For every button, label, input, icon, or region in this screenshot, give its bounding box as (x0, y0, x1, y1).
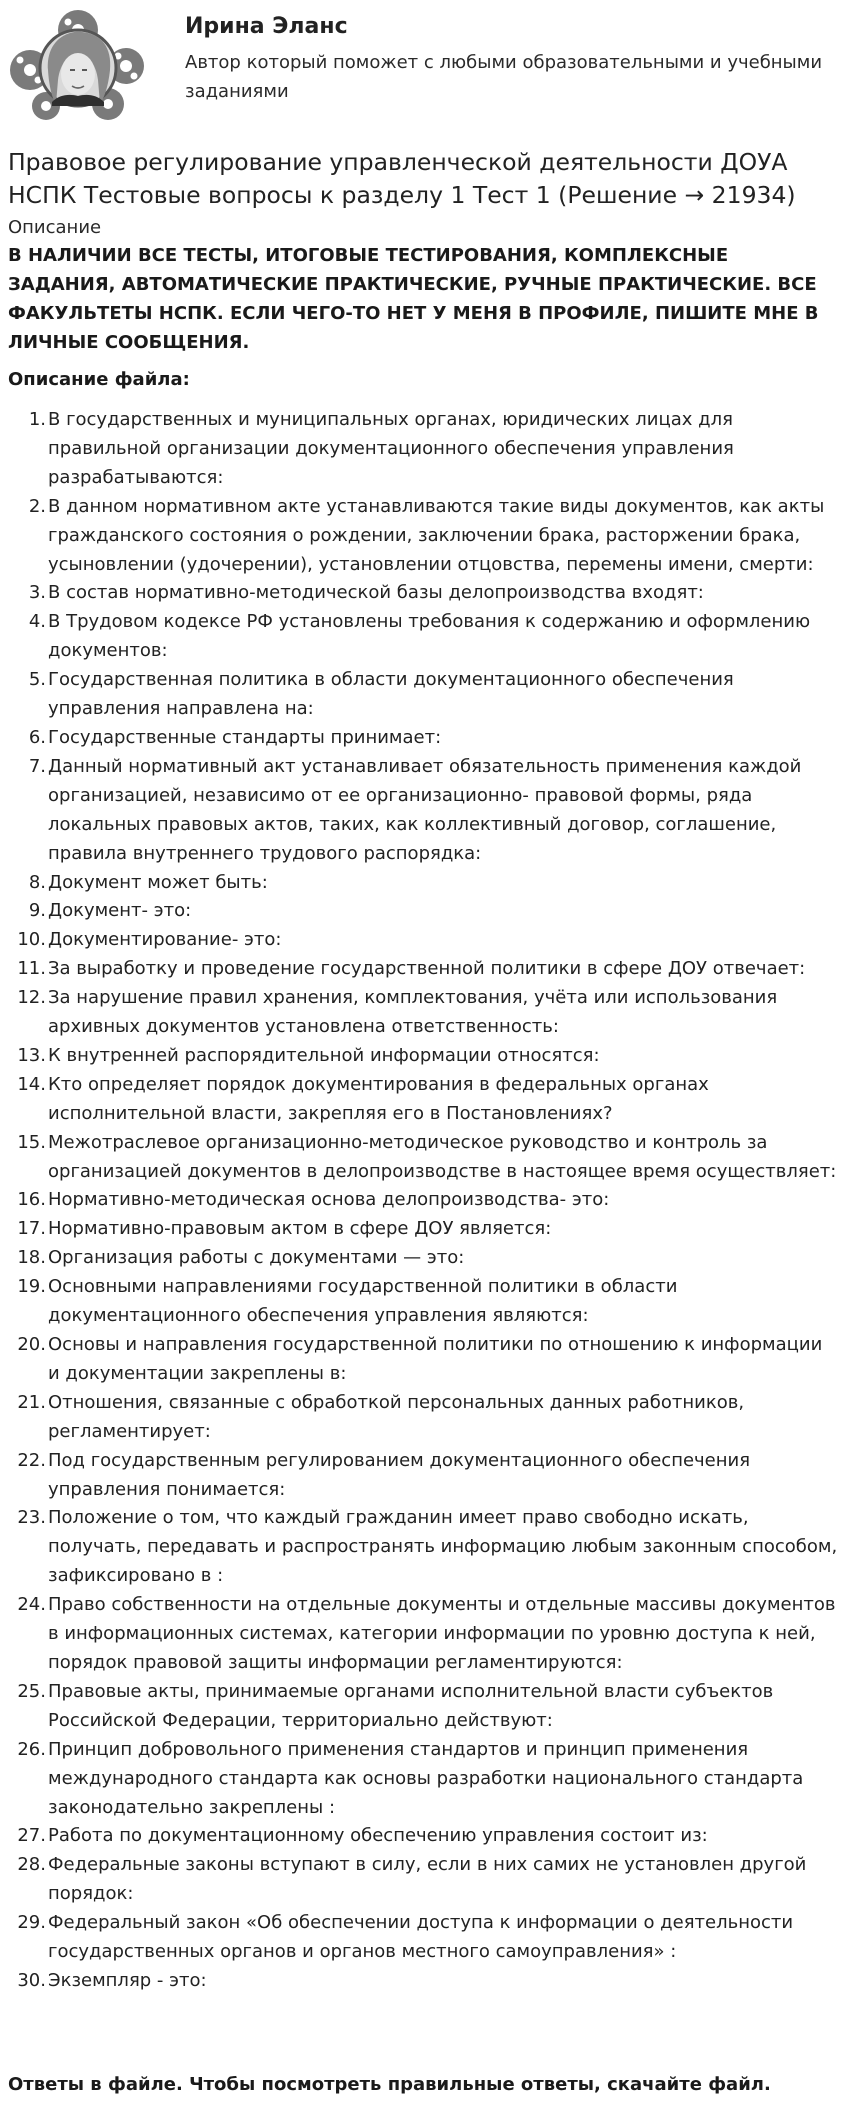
question-item (8, 897, 838, 926)
question-text: К внутренней распорядительной информации относятся: (48, 1044, 600, 1066)
question-item (8, 1244, 838, 1273)
question-text: Государственные стандарты принимает: (48, 726, 442, 748)
question-text: Государственная политика в области документационного обеспечения управления направлена на: (48, 669, 734, 720)
question-item (8, 608, 838, 666)
question-text: Организация работы с документами — это: (48, 1247, 465, 1269)
question-item (8, 1736, 838, 1823)
question-text: Работа по документационному обеспечению управления состоит из: (48, 1825, 708, 1847)
question-text: Кто определяет порядок документирования в федеральных органах исполнительной власти, закрепляя его в Постановлениях? (48, 1073, 709, 1124)
description-label: Описание (8, 217, 102, 238)
question-item (8, 724, 838, 753)
question-number: 18. (17, 1247, 46, 1269)
question-number: 9. (28, 900, 46, 922)
question-number: 29. (17, 1912, 46, 1934)
question-text: Данный нормативный акт устанавливает обязательность применения каждой организацией, независимо от ее организационно- правовой формы, ряда локальных правовых актов, таких, как коллективный договор, соглашение, правила внутреннего трудового распорядка: (48, 755, 802, 864)
question-number: 6. (28, 726, 46, 748)
question-item (8, 955, 838, 984)
question-item (8, 926, 838, 955)
question-text: В государственных и муниципальных органах, юридических лицах для правильной организации документационного обеспечения управления разрабатываются: (48, 409, 734, 488)
question-number: 5. (28, 669, 46, 691)
question-item (8, 753, 838, 869)
question-number: 8. (28, 871, 46, 893)
question-text: За нарушение правил хранения, комплектования, учёта или использования архивных документов установлена ответственность: (48, 987, 778, 1038)
question-text: Документ- это: (48, 900, 192, 922)
question-item (8, 666, 838, 724)
question-text: Федеральный закон «Об обеспечении доступа к информации о деятельности государственных органов и органов местного самоуправления» : (48, 1912, 794, 1963)
question-item (8, 1129, 838, 1187)
question-text: Под государственным регулированием документационного обеспечения управления понимается: (48, 1449, 751, 1500)
question-number: 24. (17, 1594, 46, 1616)
question-item (8, 406, 838, 493)
question-item (8, 1678, 838, 1736)
question-text: Право собственности на отдельные документы и отдельные массивы документов в информационных системах, категории информации по уровню доступа к ней, порядок правовой защиты информации регламентируются: (48, 1594, 836, 1673)
question-item (8, 1909, 838, 1967)
question-text: Правовые акты, принимаемые органами исполнительной власти субъектов Российской Федерации, территориально действуют: (48, 1680, 774, 1731)
question-text: Федеральные законы вступают в силу, если в них самих не установлен другой порядок: (48, 1854, 807, 1905)
question-number: 15. (17, 1131, 46, 1153)
question-text: За выработку и проведение государственной политики в сфере ДОУ отвечает: (48, 958, 806, 980)
question-text: Положение о том, что каждый гражданин имеет право свободно искать, получать, передавать и распространять информацию любым законным способом, зафиксировано в : (48, 1507, 838, 1587)
question-text: В Трудовом кодексе РФ установлены требования к содержанию и оформлению документов: (48, 611, 811, 662)
file-description-label: Описание файла: (8, 369, 190, 390)
question-number: 26. (17, 1738, 46, 1760)
question-number: 17. (17, 1218, 46, 1240)
question-number: 25. (17, 1680, 46, 1702)
author-card (0, 0, 847, 130)
author-bio: Автор который поможет с любыми образовательными и учебными заданиями (185, 52, 823, 102)
question-item (8, 493, 838, 580)
question-item (8, 1071, 838, 1129)
question-number: 3. (28, 582, 46, 604)
question-item (8, 1042, 838, 1071)
question-text: Основными направлениями государственной политики в области документационного обеспечения управления являются: (48, 1276, 678, 1327)
question-number: 28. (17, 1854, 46, 1876)
question-text: Нормативно-правовым актом в сфере ДОУ является: (48, 1218, 552, 1240)
page-title: Правовое регулирование управленческой деятельности ДОУА НСПК Тестовые вопросы к разделу 1 Тест 1 (Решение → 21934) (8, 148, 796, 209)
question-number: 1. (28, 409, 46, 430)
question-number: 7. (28, 755, 46, 777)
question-number: 4. (28, 611, 46, 633)
question-item (8, 1591, 838, 1678)
author-name[interactable]: Ирина Эланс (185, 14, 348, 39)
question-number: 10. (17, 929, 46, 951)
description-notice: В НАЛИЧИИ ВСЕ ТЕСТЫ, ИТОГОВЫЕ ТЕСТИРОВАНИЯ, КОМПЛЕКСНЫЕ ЗАДАНИЯ, АВТОМАТИЧЕСКИЕ ПРАКТИЧЕСКИЕ, РУЧНЫЕ ПРАКТИЧЕСКИЕ. ВСЕ ФАКУЛЬТЕТЫ НСПК. ЕСЛИ ЧЕГО-ТО НЕТ У МЕНЯ В ПРОФИЛЕ, ПИШИТЕ МНЕ В ЛИЧНЫЕ СООБЩЕНИЯ. (8, 245, 819, 353)
download-note: Ответы в файле. Чтобы посмотреть правильные ответы, скачайте файл. (8, 2074, 771, 2095)
question-item (8, 1822, 838, 1851)
question-item (8, 1273, 838, 1331)
question-number: 11. (17, 958, 46, 980)
question-item (8, 1186, 838, 1215)
question-text: В данном нормативном акте устанавливаются такие виды документов, как акты гражданского состояния о рождении, заключении брака, расторжении брака, усыновлении (удочерении), установлении отцовства, перемены имени, смерти: (48, 495, 825, 575)
question-text: Отношения, связанные с обработкой персональных данных работников, регламентирует: (48, 1391, 745, 1442)
question-text: Экземпляр - это: (48, 1969, 207, 1991)
question-item (8, 1389, 838, 1447)
question-item (8, 1331, 838, 1389)
author-avatar[interactable] (8, 8, 148, 123)
question-item (8, 1215, 838, 1244)
question-number: 21. (17, 1391, 46, 1413)
question-number: 13. (17, 1044, 46, 1066)
question-number: 23. (17, 1507, 46, 1529)
question-item (8, 1447, 838, 1505)
question-list (8, 406, 838, 1996)
question-number: 14. (17, 1073, 46, 1095)
question-text: Основы и направления государственной политики по отношению к информации и документации закреплены в: (48, 1334, 823, 1384)
question-number: 12. (17, 987, 46, 1009)
question-number: 20. (17, 1334, 46, 1355)
question-number: 2. (28, 495, 46, 517)
question-text: Принцип добровольного применения стандартов и принцип применения международного стандарта как основы разработки национального стандарта законодательно закреплены : (48, 1738, 804, 1818)
question-item (8, 1967, 838, 1996)
question-item (8, 579, 838, 608)
question-item (8, 984, 838, 1042)
question-number: 16. (17, 1189, 46, 1211)
question-text: Документ может быть: (48, 871, 268, 893)
question-number: 27. (17, 1825, 46, 1847)
question-text: Нормативно-методическая основа делопроизводства- это: (48, 1189, 610, 1211)
question-item (8, 1851, 838, 1909)
avatar-image (8, 8, 148, 123)
question-number: 30. (17, 1969, 46, 1991)
question-number: 19. (17, 1276, 46, 1298)
question-item (8, 869, 838, 898)
question-text: Межотраслевое организационно-методическое руководство и контроль за организацией документов в делопроизводстве в настоящее время осуществляет: (48, 1131, 837, 1182)
question-text: Документирование- это: (48, 929, 282, 951)
question-number: 22. (17, 1449, 46, 1471)
question-item (8, 1504, 838, 1591)
question-text: В состав нормативно-методической базы делопроизводства входят: (48, 582, 704, 604)
